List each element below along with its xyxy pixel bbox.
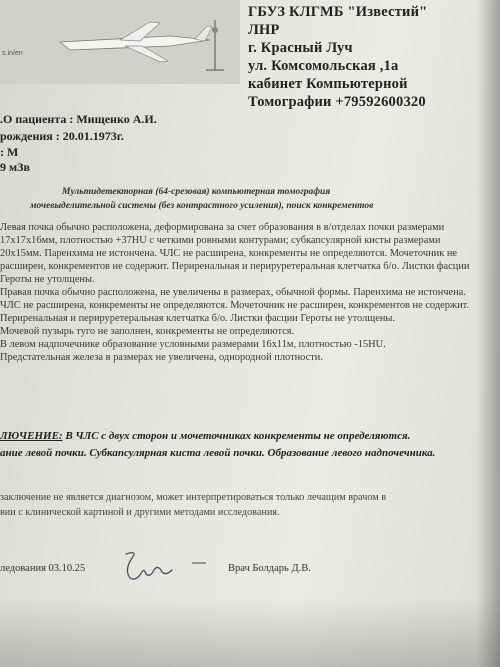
clinic-region: ЛНР — [248, 22, 280, 38]
clinic-logo — [0, 0, 240, 84]
doctor-name: Врач Болдарь Д.В. — [228, 563, 311, 574]
signature-dash-icon — [190, 559, 210, 567]
clinic-city: г. Красный Луч — [248, 40, 353, 56]
radiation-dose: 9 мЗв — [0, 160, 30, 174]
finding-right-kidney: Правая почка обычно расположена, не увеличены в размерах, обычной формы. Паренхима не истончена. ЧЛС не расширена, конкременты не определяются. Мочеточник не расширен, конкрементов не содержит. Периренальная и перируретеральная клетчатка б/о. Листки фасции Героты не утолщены. — [0, 287, 470, 324]
page-bottom-shadow — [0, 597, 500, 667]
clinic-phone: Томографии +79592600320 — [248, 94, 426, 110]
disclaimer-block — [0, 490, 480, 520]
page-edge-shadow — [476, 0, 500, 667]
signature-icon — [118, 548, 188, 584]
finding-left-kidney: Левая почка обычно расположена, деформирована за счет образования в в/отделах почки размерами 17х17х16мм, плотностью +37HU с четкими ровными контурами; субкапсулярной кисты размерами 20х15мм. Паренхима не истончена. ЧЛС не расширена, конкременты не определяются. Мочеточник не расширен, конкрементов не содержит. Периренальная и перируретеральная клетчатка б/о. Листки фасции Героты не утолщены. — [0, 222, 470, 285]
study-date: ледования 03.10.25 — [0, 563, 86, 574]
logo-url-text: s.in/en — [2, 50, 23, 57]
clinic-street: ул. Комсомольская ,1а — [248, 58, 399, 74]
clinic-name: ГБУЗ КЛГМБ "Известий" — [248, 4, 428, 20]
disclaimer-line1: заключение не является диагнозом, может интерпретироваться только лечащим врачом в — [0, 492, 387, 503]
study-title-line2: мочевыделительной системы (без контрастного усиления), поиск конкрементов — [30, 201, 374, 211]
disclaimer-line2: вии с клинической картиной и другими методами исследования. — [0, 507, 280, 518]
conclusion-text-2: ание левой почки. Субкапсулярная киста левой почки. Образование левого надпочечника. — [0, 447, 436, 459]
finding-adrenal: В левом надпочечнике образование условными размерами 16х11м, плотностью -15HU. — [0, 339, 386, 350]
study-title-line1: Мультидетекторная (64-срезовая) компьютерная томография — [62, 187, 331, 197]
conclusion-line1 — [0, 428, 490, 445]
conclusion-block — [0, 428, 490, 462]
airplane-logo-icon — [0, 0, 240, 84]
conclusion-label: ЛЮЧЕНИЕ: — [0, 430, 63, 442]
patient-sex: : М — [0, 145, 19, 159]
finding-prostate: Предстательная железа в размерах не увеличена, однородной плотности. — [0, 352, 323, 363]
finding-bladder: Мочевой пузырь туго не заполнен, конкременты не определяются. — [0, 326, 295, 337]
conclusion-text-1: В ЧЛС с двух сторон и мочеточниках конкременты не определяются. — [62, 430, 411, 442]
patient-birth-date: рождения : 20.01.1973г. — [0, 129, 124, 143]
patient-name: .О пациента : Мищенко А.И. — [0, 112, 157, 126]
clinic-department: кабинет Компьютерной — [248, 76, 408, 92]
findings-block — [0, 221, 480, 364]
